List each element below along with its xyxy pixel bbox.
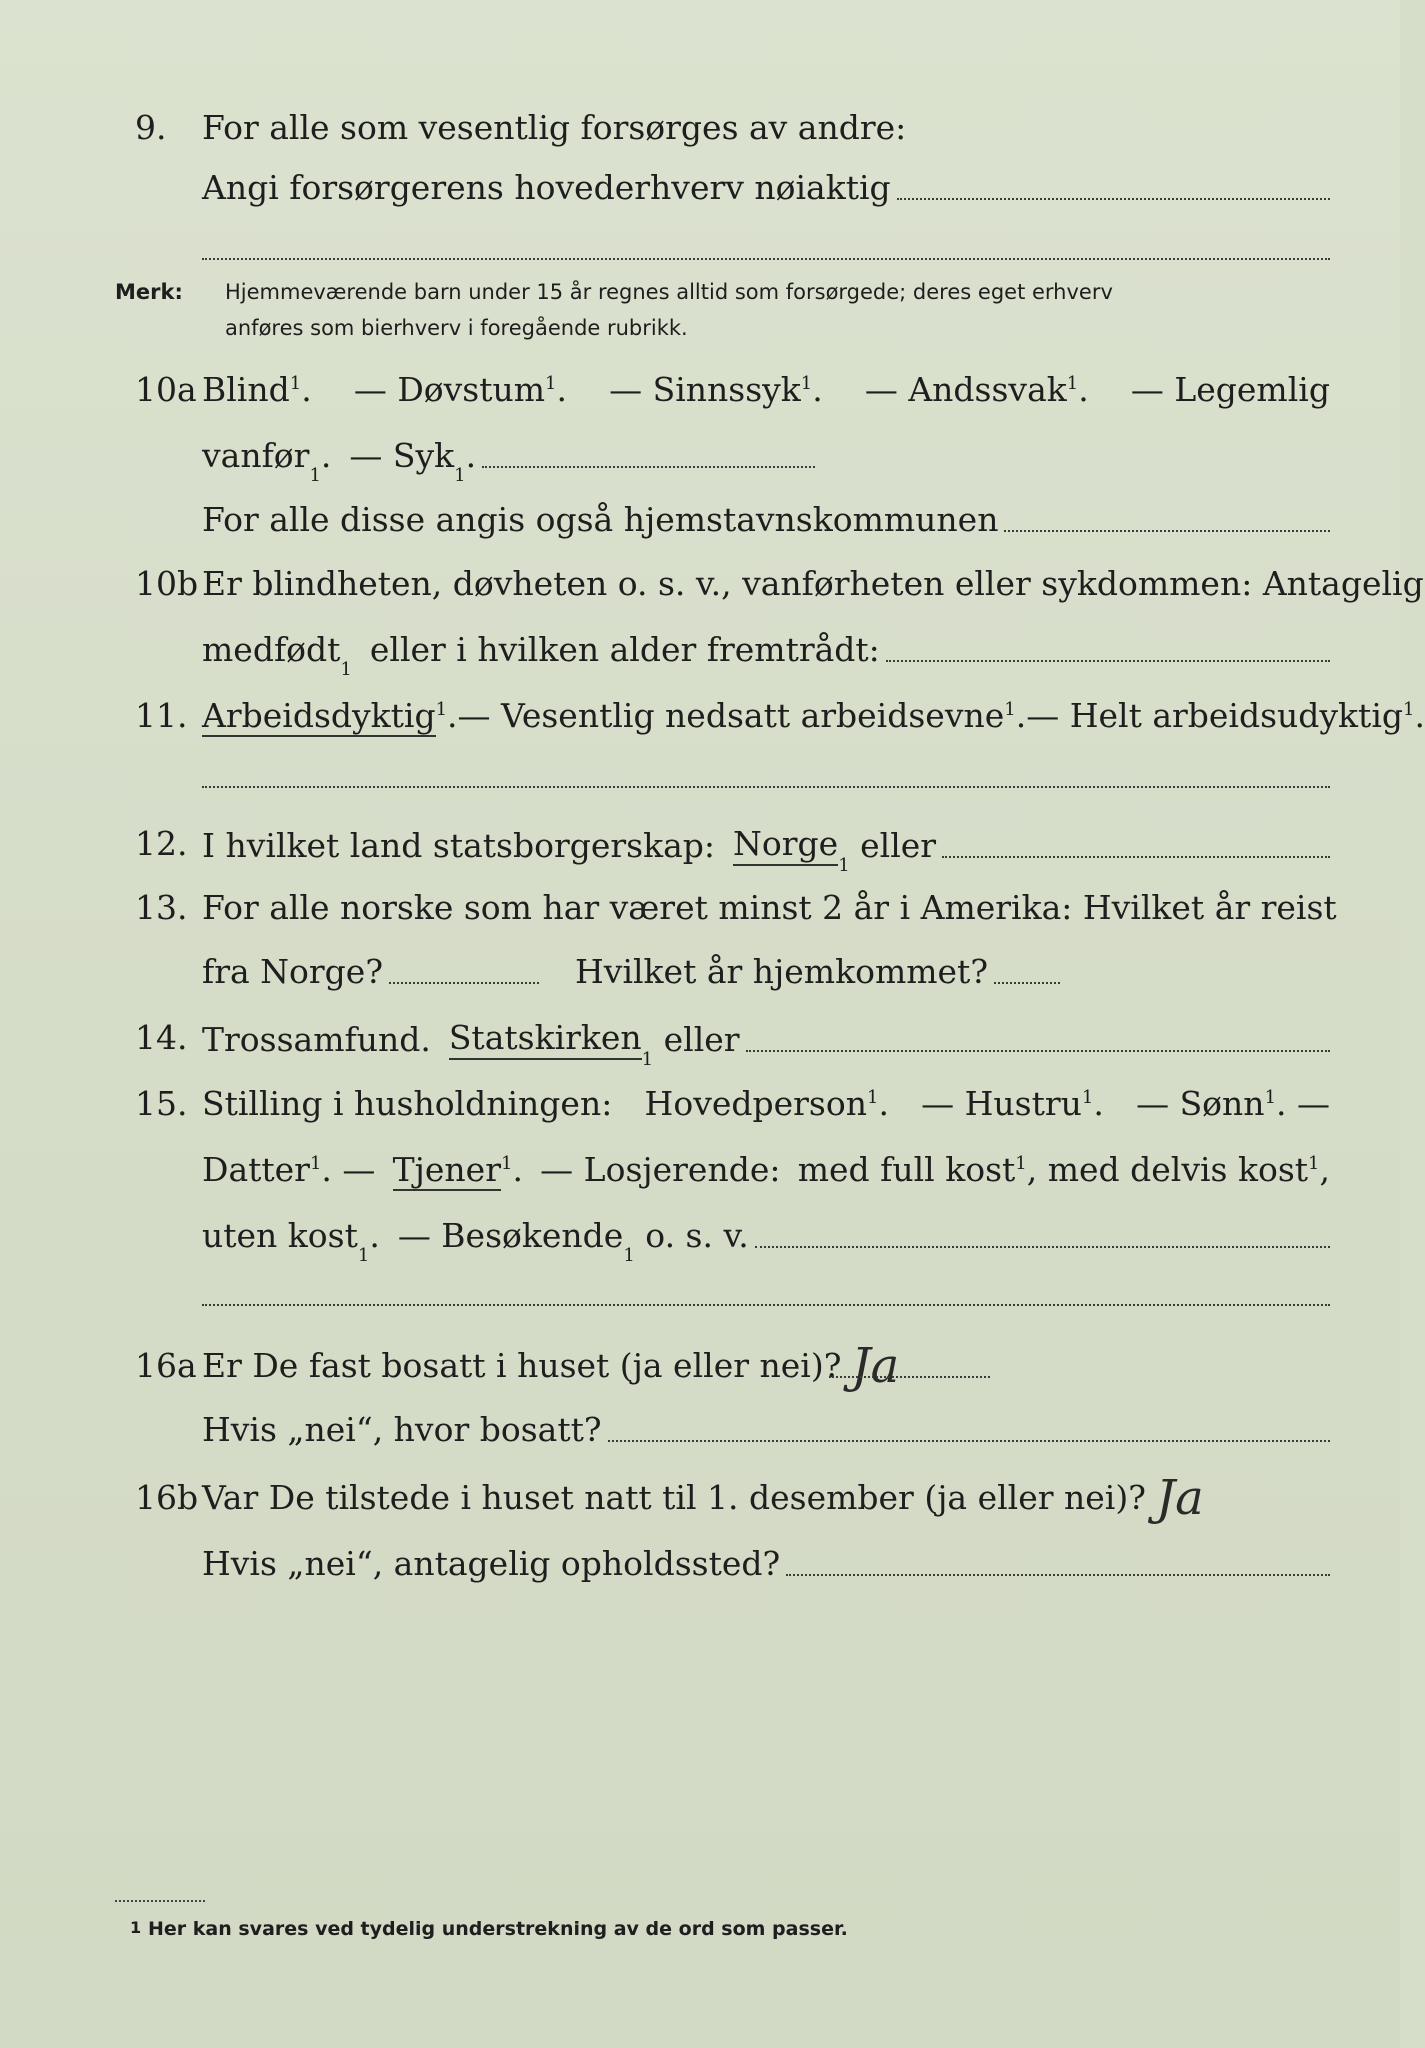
q16a-question: Er De fast bosatt i huset (ja eller nei)? <box>202 1346 842 1385</box>
q13-fra-label: fra Norge? <box>202 952 384 991</box>
merk-line1: Hjemmeværende barn under 15 år regnes alltid som forsørgede; deres eget erhverv <box>225 280 1113 304</box>
q10b-answer-line[interactable] <box>886 659 1330 662</box>
opt-statskirken[interactable]: Statskirken <box>449 1018 642 1060</box>
opt-hovedperson[interactable]: Hovedperson <box>644 1084 867 1123</box>
q13-hjem-line[interactable] <box>994 981 1060 984</box>
opt-blind[interactable]: Blind <box>202 370 290 409</box>
q10b-text: Er blindheten, døvheten o. s. v., vanførheten eller sykdommen: Antagelig <box>202 564 1424 603</box>
merk-label: Merk: <box>115 280 183 304</box>
q16b-number: 16b <box>135 1478 199 1517</box>
opt-dovstum[interactable]: — Døvstum <box>353 370 546 409</box>
q12-eller: eller <box>860 826 937 865</box>
opt-legemlig[interactable]: — Legemlig <box>1130 370 1330 409</box>
footnote-text: Her kan svares ved tydelig understrekning av de ord som passer. <box>148 1918 848 1940</box>
q13-text: For alle norske som har været minst 2 år i Amerika: Hvilket år reist <box>202 888 1337 927</box>
q16a-answer-line[interactable] <box>829 1375 990 1378</box>
q10a-number: 10a <box>135 370 197 409</box>
opt-sinnssyk[interactable]: — Sinnssyk <box>609 370 801 409</box>
opt-medfodt[interactable]: medfødt <box>202 630 341 669</box>
q14-text: Trossamfund. <box>202 1020 431 1059</box>
opt-arbeidsudyktig[interactable]: — Helt arbeidsudyktig <box>1026 696 1403 735</box>
footnote-rule <box>115 1900 205 1902</box>
q16b-hvis-label: Hvis „nei“, antagelig opholdssted? <box>202 1544 781 1583</box>
q10b-number: 10b <box>135 564 199 603</box>
opt-norge[interactable]: Norge <box>733 824 838 866</box>
q11-number: 11. <box>135 696 188 735</box>
q16a-bosatt-line[interactable] <box>608 1439 1330 1442</box>
q16a-number: 16a <box>135 1346 197 1385</box>
q10a-answer-line[interactable] <box>482 465 815 468</box>
q12-number: 12. <box>135 824 188 863</box>
q15-number: 15. <box>135 1084 188 1123</box>
q13-hjem-label: Hvilket år hjemkommet? <box>575 952 989 991</box>
q14-answer-line[interactable] <box>746 1049 1330 1052</box>
q11-answer-line[interactable] <box>202 786 1330 788</box>
q16a-hvis-label: Hvis „nei“, hvor bosatt? <box>202 1410 602 1449</box>
opt-delvis-kost[interactable]: , med delvis kost <box>1026 1150 1309 1189</box>
footnote-mark: 1 <box>130 1918 142 1937</box>
q9-number: 9. <box>135 108 167 147</box>
q15-answer-line-2[interactable] <box>202 1304 1330 1306</box>
merk-line2: anføres som bierhverv i foregående rubrikk. <box>225 316 688 340</box>
opt-hustru[interactable]: — Hustru <box>921 1084 1082 1123</box>
q9-answer-line-2[interactable] <box>202 258 1330 260</box>
opt-full-kost[interactable]: med full kost <box>797 1150 1016 1189</box>
q16b-handwritten-answer[interactable]: Ja <box>1155 1470 1204 1526</box>
q9-answer-line[interactable] <box>897 197 1330 200</box>
q14-eller: eller <box>663 1020 740 1059</box>
opt-uten-kost[interactable]: uten kost <box>202 1216 358 1255</box>
opt-nedsatt-arbeidsevne[interactable]: — Vesentlig nedsatt arbeidsevne <box>457 696 1005 735</box>
opt-vanfor[interactable]: vanfør <box>202 436 310 475</box>
q10a-hjemstavn-label: For alle disse angis også hjemstavnskommunen <box>202 500 999 539</box>
q13-fra-line[interactable] <box>389 981 539 984</box>
q16b-opholdssted-line[interactable] <box>786 1573 1330 1576</box>
opt-sonn[interactable]: — Sønn <box>1136 1084 1265 1123</box>
q14-number: 14. <box>135 1018 188 1057</box>
q15-answer-line[interactable] <box>755 1245 1330 1248</box>
census-form-page: 9. For alle som vesentlig forsørges av andre: Angi forsørgerens hovederhverv nøiaktig Merk: Hjemmeværende barn under 15 år regnes alltid som forsørgede; deres eget erhverv anføres som bierhverv i foregående rubrikk. 10a Blind$^1$. — Døvstum$^1$. — Sinnssyk$^1$. — Andssvak$^1$. — Legemlig vanfør 1 . — Syk 1 . For alle disse angis også hjemstavnskommunen 10b Er blindheten, døvheten o. s. v., vanførheten eller sykdommen: Antagelig medfødt 1 eller i hvilken alder fremtrådt: 11. Arbeidsdyktig$^1$. — Vesentlig nedsatt arbeidsevne$^1$. — Helt arbeidsudyktig$^1$. 12. I hvilket land statsborgerskap: Norge 1 eller 13. For alle norske som har været minst 2 år i Amerika: Hvilket år reist fra Norge? Hvilket år hjemkommet? 14. Trossamfund. Statskirken 1 eller 15. Stilling i husholdningen: Hovedperson$^1$. — Hustru$^1$. — Sønn$^1$. — Datter$^1$. — Tjener$^1$. — Losjerende: med full kost$^1$, med delvis kost$^1$, uten kost 1 . — Besøkende 1 o. s. v. 16a Er De fast bosatt i huset (ja eller nei)? Ja Hvis „nei“, hvor bosatt? 16b Var De tilstede i huset natt til 1. desember (ja eller nei)? Ja Hvis „nei“, antagelig opholdssted? 1 Her kan svares ved tydelig understrekning av de ord som passer. <box>0 0 1400 2048</box>
q16b-question: Var De tilstede i huset natt til 1. desember (ja eller nei)? <box>202 1478 1146 1517</box>
opt-tjener[interactable]: Tjener <box>392 1150 501 1189</box>
opt-besokende[interactable]: — Besøkende <box>397 1216 624 1255</box>
footnote <box>130 1918 848 1940</box>
q16a-handwritten-answer[interactable]: Ja <box>851 1338 900 1394</box>
q9-hovederhverv-label: Angi forsørgerens hovederhverv nøiaktig <box>202 168 891 207</box>
q15-osv: o. s. v. <box>645 1216 749 1255</box>
q10b-alder-label: eller i hvilken alder fremtrådt: <box>369 630 880 669</box>
q12-text: I hvilket land statsborgerskap: <box>202 826 716 865</box>
opt-arbeidsdyktig[interactable]: Arbeidsdyktig <box>202 696 436 735</box>
opt-andssvak[interactable]: — Andssvak <box>864 370 1067 409</box>
q15-stilling-label: Stilling i husholdningen: <box>202 1084 613 1123</box>
q15-losjerende-label: — Losjerende: <box>540 1150 781 1189</box>
q10a-hjemstavn-line[interactable] <box>1004 529 1330 532</box>
q13-number: 13. <box>135 888 188 927</box>
opt-syk[interactable]: — Syk <box>349 436 455 475</box>
q12-answer-line[interactable] <box>942 855 1330 858</box>
opt-datter[interactable]: Datter <box>202 1150 310 1189</box>
q9-text: For alle som vesentlig forsørges av andre: <box>202 108 907 147</box>
